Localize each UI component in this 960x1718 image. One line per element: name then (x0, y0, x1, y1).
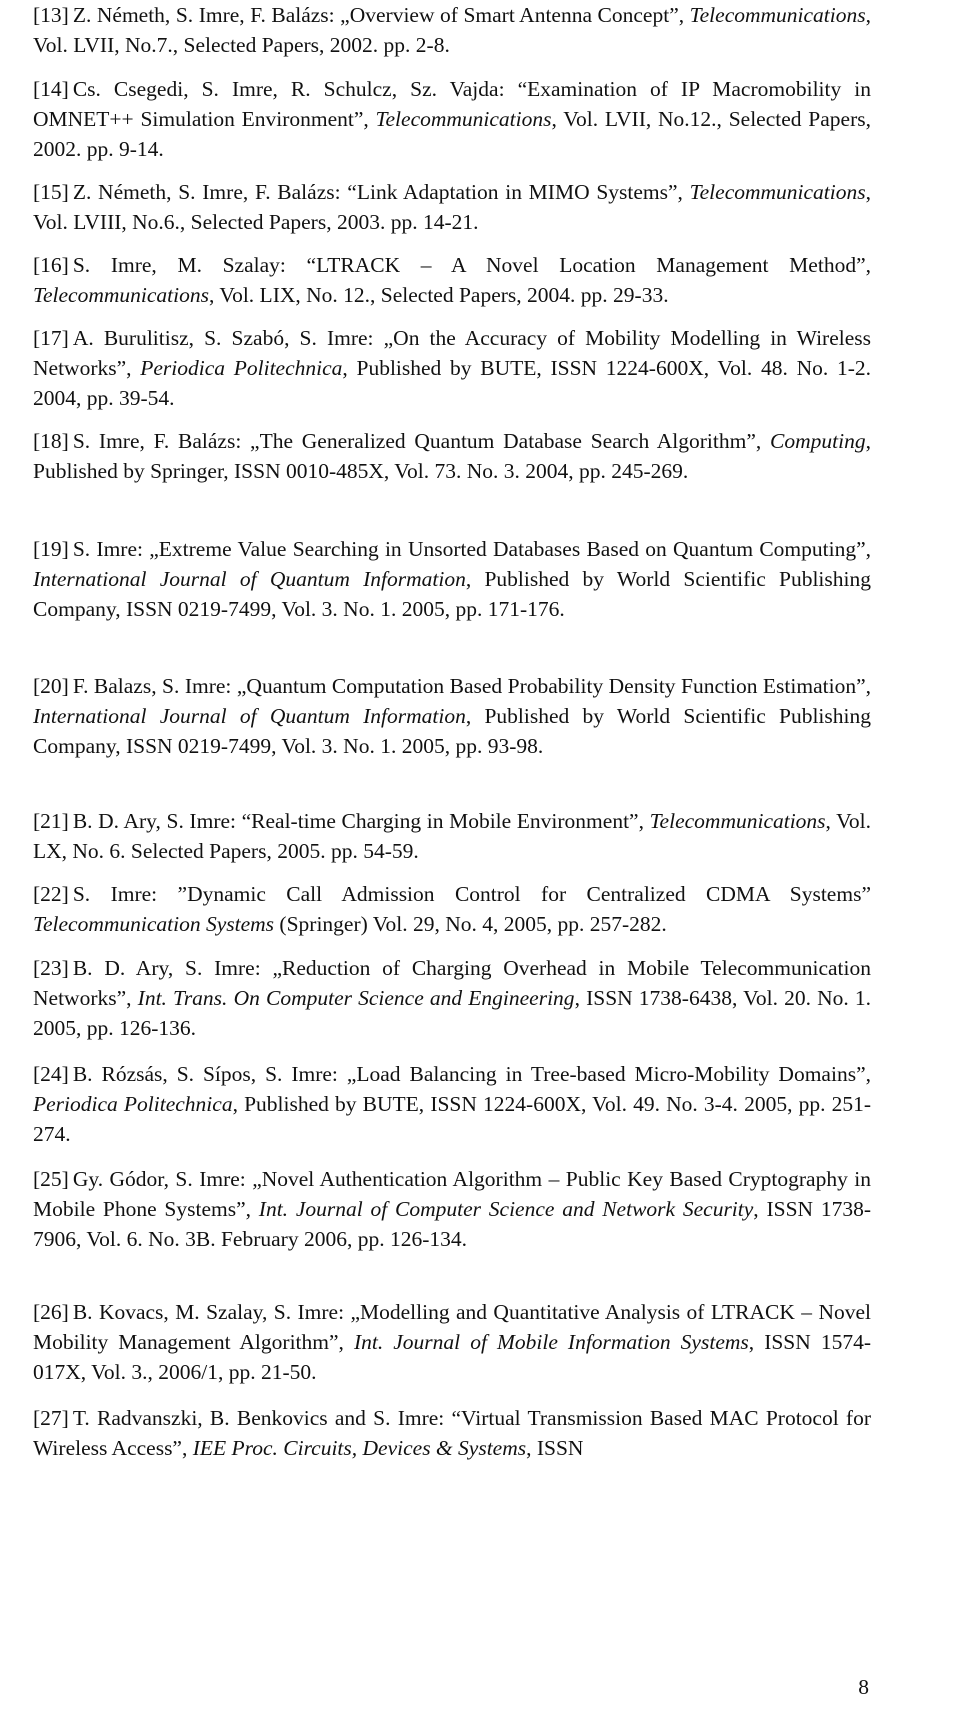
reference-number: [19] (33, 537, 69, 561)
reference-number: [17] (33, 326, 69, 350)
reference-details: , Published by World Scientific Publishing Company, ISSN 0219-7499, Vol. 3. No. 1. 2005, pp. 93-98. (33, 704, 871, 758)
reference-journal: Int. Journal of Mobile Information Systems (353, 1330, 749, 1354)
reference-details: (Springer) Vol. 29, No. 4, 2005, pp. 257-282. (274, 912, 667, 936)
reference-details: , Vol. LVIII, No.6., Selected Papers, 2003. pp. 14-21. (33, 180, 871, 234)
reference-journal: Telecommunications (33, 283, 209, 307)
reference-journal: Periodica Politechnica (140, 356, 343, 380)
reference-details: , Vol. LVII, No.12., Selected Papers, 2002. pp. 9-14. (33, 107, 871, 161)
reference-details: , Vol. LIX, No. 12., Selected Papers, 2004. pp. 29-33. (208, 283, 669, 307)
page-number: 8 (858, 1675, 869, 1699)
reference-text: S. Imre, F. Balázs: „The Generalized Quantum Database Search Algorithm”, (72, 429, 771, 453)
reference-number: [26] (33, 1300, 69, 1324)
reference-item-16 (33, 250, 871, 310)
reference-journal: IEE Proc. Circuits, Devices & Systems (192, 1436, 527, 1460)
reference-details: , ISSN (526, 1436, 584, 1460)
reference-number: [23] (33, 956, 69, 980)
reference-number: [14] (33, 77, 69, 101)
reference-details: , Published by BUTE, ISSN 1224-600X, Vol. 49. No. 3-4. 2005, pp. 251-274. (33, 1092, 872, 1146)
reference-details: , Published by Springer, ISSN 0010-485X, Vol. 73. No. 3. 2004, pp. 245-269. (33, 429, 871, 483)
reference-number: [22] (33, 882, 69, 906)
reference-journal: Telecommunication Systems (33, 912, 275, 936)
reference-journal: Telecommunications (689, 180, 866, 204)
reference-number: [18] (33, 429, 69, 453)
reference-details: , Published by World Scientific Publishing Company, ISSN 0219-7499, Vol. 3. No. 1. 2005, pp. 171-176. (33, 567, 871, 621)
reference-details: , ISSN 1738-6438, Vol. 20. No. 1. 2005, pp. 126-136. (33, 986, 871, 1040)
reference-number: [13] (33, 3, 69, 27)
reference-text: S. Imre: ”Dynamic Call Admission Control for Centralized CDMA Systems” (72, 882, 871, 906)
reference-details: , ISSN 1574-017X, Vol. 3., 2006/1, pp. 21-50. (33, 1330, 871, 1384)
reference-item-25 (33, 1164, 871, 1254)
reference-journal: Computing (770, 429, 866, 453)
reference-details: , ISSN 1738-7906, Vol. 6. No. 3B. February 2006, pp. 126-134. (33, 1197, 871, 1251)
reference-item-17 (33, 323, 871, 413)
reference-details: , Published by BUTE, ISSN 1224-600X, Vol. 48. No. 1-2. 2004, pp. 39-54. (33, 356, 871, 410)
reference-details: , Vol. LVII, No.7., Selected Papers, 2002. pp. 2-8. (33, 3, 871, 57)
reference-item-20 (33, 671, 871, 761)
reference-text: T. Radvanszki, B. Benkovics and S. Imre: “Virtual Transmission Based MAC Protocol for Wireless Access”, (33, 1406, 871, 1460)
reference-item-13 (33, 0, 871, 60)
reference-journal: International Journal of Quantum Information (33, 704, 466, 728)
reference-number: [25] (33, 1167, 69, 1191)
reference-journal: Periodica Politechnica (33, 1092, 233, 1116)
reference-text: Z. Németh, S. Imre, F. Balázs: „Overview of Smart Antenna Concept”, (72, 3, 690, 27)
reference-item-14 (33, 74, 871, 164)
reference-number: [20] (33, 674, 69, 698)
reference-text: F. Balazs, S. Imre: „Quantum Computation Based Probability Density Function Estimation”, (72, 674, 871, 698)
reference-journal: Telecommunications (689, 3, 866, 27)
reference-text: Cs. Csegedi, S. Imre, R. Schulcz, Sz. Vajda: “Examination of IP Macromobility in OMNET++ Simulation Environment”, (33, 77, 871, 131)
reference-item-21 (33, 806, 871, 866)
reference-text: B. Kovacs, M. Szalay, S. Imre: „Modelling and Quantitative Analysis of LTRACK – Novel Mobility Management Algorithm”, (33, 1300, 871, 1354)
reference-item-26 (33, 1297, 871, 1387)
reference-text: B. Rózsás, S. Sípos, S. Imre: „Load Balancing in Tree-based Micro-Mobility Domains”, (72, 1062, 871, 1086)
reference-journal: Int. Journal of Computer Science and Network Security (258, 1197, 754, 1221)
reference-text: Z. Németh, S. Imre, F. Balázs: “Link Adaptation in MIMO Systems”, (72, 180, 690, 204)
reference-details: , Vol. LX, No. 6. Selected Papers, 2005. pp. 54-59. (33, 809, 871, 863)
reference-text: B. D. Ary, S. Imre: “Real-time Charging in Mobile Environment”, (72, 809, 650, 833)
reference-item-23 (33, 953, 871, 1043)
reference-number: [27] (33, 1406, 69, 1430)
reference-text: S. Imre: „Extreme Value Searching in Unsorted Databases Based on Quantum Computing”, (72, 537, 871, 561)
reference-item-19 (33, 534, 871, 624)
reference-text: S. Imre, M. Szalay: “LTRACK – A Novel Location Management Method”, (72, 253, 871, 277)
reference-number: [24] (33, 1062, 69, 1086)
reference-text: A. Burulitisz, S. Szabó, S. Imre: „On the Accuracy of Mobility Modelling in Wireless Networks”, (33, 326, 871, 380)
reference-journal: International Journal of Quantum Information (33, 567, 466, 591)
reference-journal: Int. Trans. On Computer Science and Engineering (137, 986, 575, 1010)
reference-item-15 (33, 177, 871, 237)
reference-item-22 (33, 879, 871, 939)
reference-item-24 (33, 1059, 871, 1149)
reference-number: [16] (33, 253, 69, 277)
reference-journal: Telecommunications (649, 809, 826, 833)
reference-text: B. D. Ary, S. Imre: „Reduction of Charging Overhead in Mobile Telecommunication Networks”, (33, 956, 871, 1010)
reference-number: [15] (33, 180, 69, 204)
reference-item-18 (33, 426, 871, 486)
reference-item-27 (33, 1403, 871, 1463)
reference-journal: Telecommunications (375, 107, 552, 131)
reference-text: Gy. Gódor, S. Imre: „Novel Authentication Algorithm – Public Key Based Cryptography in Mobile Phone Systems”, (33, 1167, 871, 1221)
reference-number: [21] (33, 809, 69, 833)
